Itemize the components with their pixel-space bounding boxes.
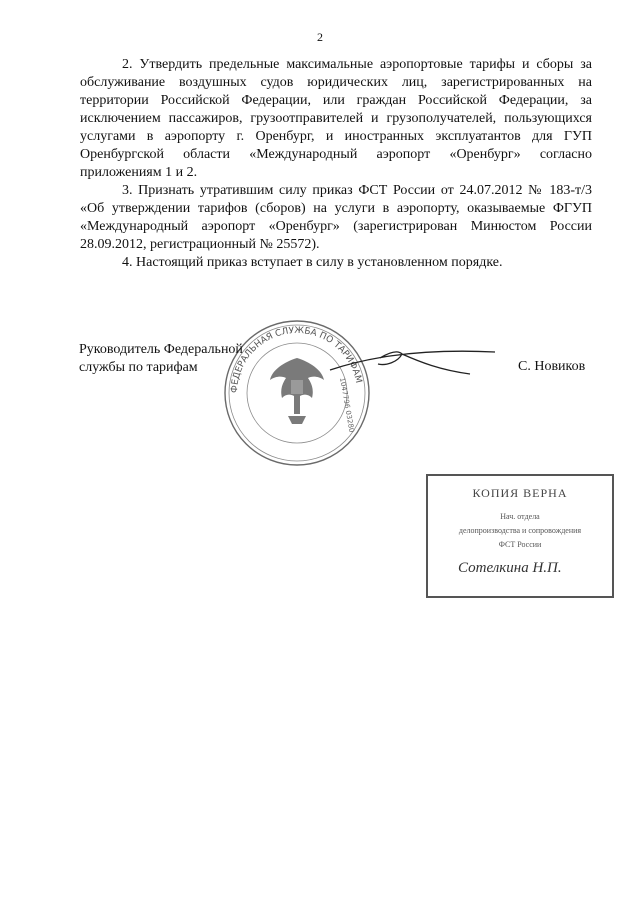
stamp-line2: делопроизводства и сопровождения	[458, 526, 582, 535]
seal-number: 1047796 03280	[338, 376, 356, 434]
paragraph-4: 4. Настоящий приказ вступает в силу в установленном порядке.	[122, 255, 503, 270]
page-number: 2	[317, 30, 323, 44]
signatory-title-line2: службы по тарифам	[79, 360, 198, 375]
stamp-line1: Нач. отдела	[500, 512, 540, 521]
stamp-line3: ФСТ России	[498, 540, 542, 549]
signatory-title-line1: Руководитель Федеральной	[79, 342, 243, 357]
stamp-title: КОПИЯ ВЕРНА	[472, 486, 568, 500]
stamp-handwritten-name: Сотелкина Н.П.	[458, 560, 562, 576]
signature	[320, 330, 500, 390]
signatory-title	[79, 341, 243, 377]
copy-certified-stamp	[426, 474, 614, 598]
signatory-name: С. Новиков	[518, 359, 586, 374]
document-body	[80, 56, 592, 272]
paragraph-2: 2. Утвердить предельные максимальные аэропортовые тарифы и сборы за обслуживание воздушных судов юридических лиц, зарегистрированных на территории Российской Федерации, или граждан Российской Федерации, за исключением пассажиров, грузоотправителей и грузополучателей, пользующихся услугами в аэропорту г. Оренбург, и иностранных эксплуатантов для ГУП Оренбургской области «Международный аэропорт «Оренбург» согласно приложениям 1 и 2.	[80, 57, 592, 180]
paragraph-3: 3. Признать утратившим силу приказ ФСТ России от 24.07.2012 № 183-т/3 «Об утверждении тарифов (сборов) на услуги в аэропорту, оказываемые ФГУП «Международный аэропорт «Оренбург» (зарегистрирован Минюстом России 28.09.2012, регистрационный № 25572).	[80, 183, 592, 252]
double-headed-eagle-icon	[270, 358, 324, 424]
seal-text: ФЕДЕРАЛЬНАЯ СЛУЖБА ПО ТАРИФАМ	[229, 325, 364, 394]
